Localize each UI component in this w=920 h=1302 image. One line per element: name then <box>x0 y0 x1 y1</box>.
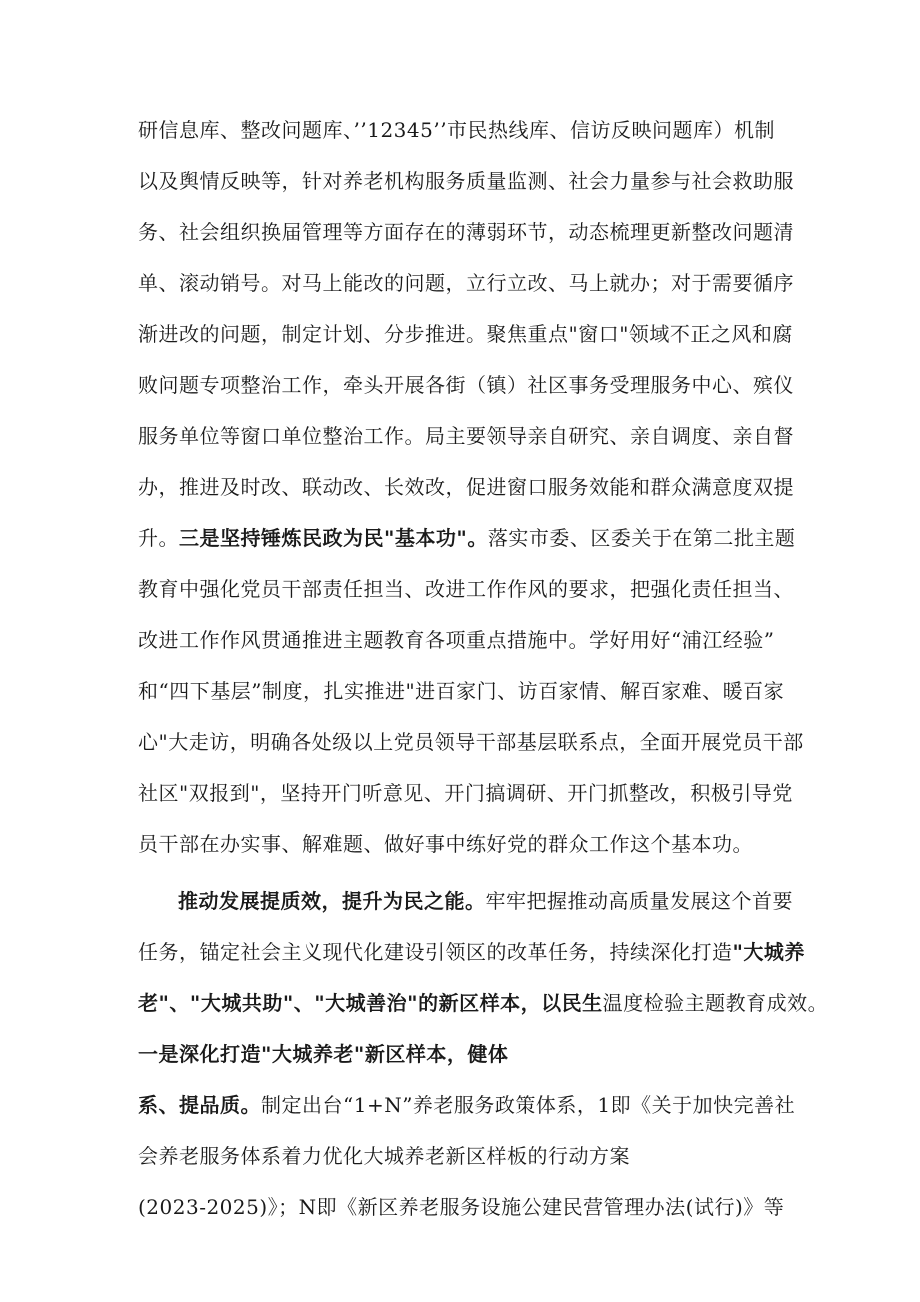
text-line: 心"大走访，明确各处级以上党员领导干部基层联系点，全面开展党员干部 <box>138 730 804 754</box>
text-line: 员干部在办实事、解难题、做好事中练好党的群众工作这个基本功。 <box>138 832 753 856</box>
text-line: 改进工作作风贯通推进主题教育各项重点措施中。学好用好“浦江经验” <box>138 628 775 652</box>
text-line: 渐进改的问题，制定计划、分步推进。聚焦重点"窗口"领域不正之风和腐 <box>138 322 793 346</box>
text-line <box>178 887 793 915</box>
text-span: 落实市委、区委关于在第二批主题 <box>487 526 796 550</box>
text-line <box>138 524 796 552</box>
heading-inline-bold: 一是深化打造"大城养老"新区样本，健体 <box>138 1042 509 1066</box>
text-span: 温度检验主题教育成效。 <box>602 991 829 1015</box>
text-line: 会养老服务体系着力优化大城养老新区样板的行动方案 <box>138 1144 630 1168</box>
text-line: 服务单位等窗口单位整治工作。局主要领导亲自研究、亲自调度、亲自督 <box>138 424 794 448</box>
text-line: 以及舆情反映等，针对养老机构服务质量监测、社会力量参与社会救助服 <box>138 169 794 193</box>
heading-inline-bold: 推动发展提质效，提升为民之能。 <box>178 889 486 913</box>
text-line: (2023-2025)》；N即《新区养老服务设施公建民营管理办法(试行)》等 <box>138 1195 785 1219</box>
text-line: 教育中强化党员干部责任担当、改进工作作风的要求，把强化责任担当、 <box>138 577 794 601</box>
bold-span: "大城养 <box>732 940 805 964</box>
text-line: 办，推进及时改、联动改、长效改，促进窗口服务效能和群众满意度双提 <box>138 475 794 499</box>
text-span: 牢牢把握推动高质量发展这个首要 <box>485 889 793 913</box>
bold-span: 老"、"大城共助"、"大城善治"的新区样本，以民生 <box>138 991 603 1015</box>
text-span: 制定出台“1+N”养老服务政策体系，1即《关于加快完善社 <box>261 1093 796 1117</box>
heading-inline-bold: 系、提品质。 <box>138 1093 261 1117</box>
text-line <box>138 1091 796 1119</box>
text-line: 败问题专项整治工作，牵头开展各街（镇）社区事务受理服务中心、殡仪 <box>138 373 794 397</box>
text-line: 和“四下基层”制度，扎实推进"进百家门、访百家情、解百家难、暖百家 <box>138 679 785 703</box>
text-line: 社区"双报到"，坚持开门听意见、开门搞调研、开门抓整改，积极引导党 <box>138 781 793 805</box>
text-line: 研信息库、整改问题库、’’12345’’市民热线库、信访反映问题库）机制 <box>138 118 776 142</box>
text-span: 任务，锚定社会主义现代化建设引领区的改革任务，持续深化打造 <box>138 940 733 964</box>
text-line <box>138 938 805 966</box>
text-span: 升。 <box>138 526 179 550</box>
heading-inline-bold: 三是坚持锤炼民政为民"基本功"。 <box>179 526 488 550</box>
text-line <box>138 1040 788 1068</box>
text-line <box>138 989 829 1017</box>
text-line: 务、社会组织换届管理等方面存在的薄弱环节，动态梳理更新整改问题清 <box>138 220 794 244</box>
text-line: 单、滚动销号。对马上能改的问题，立行立改、马上就办；对于需要循序 <box>138 271 794 295</box>
